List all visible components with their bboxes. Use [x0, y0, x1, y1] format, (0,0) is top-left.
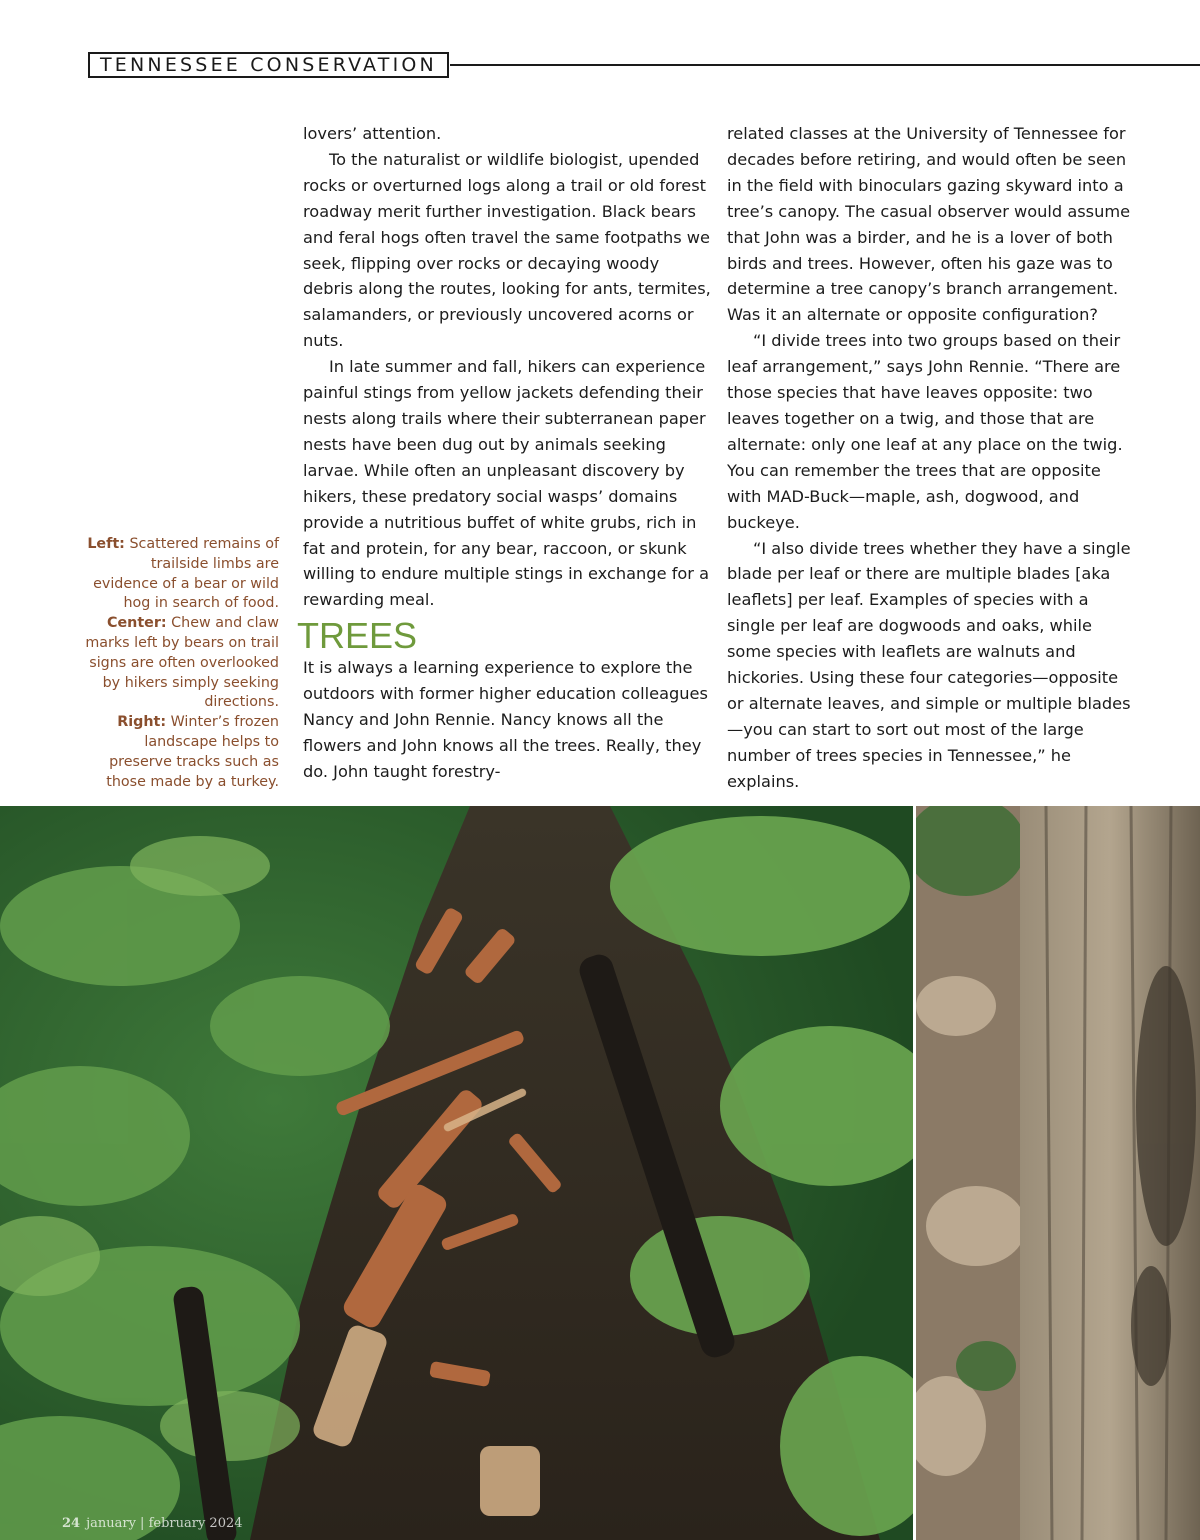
paragraph: related classes at the University of Tennessee for decades before retiring, and would often be seen in the field with binoculars gazing skyward into a tree’s canopy. The casual observer would assume that John was a birder, and he is a lover of both birds and trees. However, often his gaze was to determine a tree canopy’s branch arrangement. Was it an alternate or opposite configuration?: [727, 124, 1131, 325]
header-rule: [450, 64, 1200, 66]
trail-photo: [0, 806, 913, 1540]
caption-right-text: Winter’s frozen landscape helps to preserve tracks such as those made by a turkey.: [106, 714, 279, 790]
caption-center-label: Center:: [106, 615, 167, 632]
issue-date: january | february 2024: [86, 1516, 243, 1531]
caption-center-text: Chew and claw marks left by bears on trail signs are often overlooked by hikers simply seeking directions.: [85, 615, 279, 711]
forest-trail-illustration: [0, 806, 913, 1540]
trail-sign-illustration: [916, 806, 1200, 1540]
paragraph: “I also divide trees whether they have a single blade per leaf or there are multiple blades [aka leaflets] per leaf. Examples of species with a single per leaf are dogwoods and oaks, while some species with leaflets are walnuts and hickories. Using these four categories—opposite or alternate leaves, and simple or multiple blades—you can start to sort out most of the large number of trees species in Tennessee,” he explains.: [727, 538, 1131, 791]
text-column-1: [297, 121, 711, 785]
caption-left-text: Scattered remains of trailside limbs are evidence of a bear or wild hog in search of food.: [93, 536, 279, 612]
paragraph: It is always a learning experience to explore the outdoors with former higher education colleagues Nancy and John Rennie. Nancy knows all the flowers and John knows all the trees. Really, they do. John taught forestry-: [303, 658, 708, 781]
paragraph: lovers’ attention.: [303, 124, 442, 143]
page-footer: [62, 1516, 243, 1531]
caption-right-label: Right:: [117, 714, 167, 731]
paragraph: “I divide trees into two groups based on their leaf arrangement,” says John Rennie. “There are those species that have leaves opposite: two leaves together on a twig, and those that are alternate: only one leaf at any place on the twig. You can remember the trees that are opposite with MAD-Buck—maple, ash, dogwood, and buckeye.: [727, 331, 1123, 532]
paragraph: In late summer and fall, hikers can experience painful stings from yellow jackets defending their nests along trails where their subterranean paper nests have been dug out by animals seeking larvae. While often an unpleasant discovery by hikers, these predatory social wasps’ domains provide a nutritious buffet of white grubs, rich in fat and protein, for any bear, raccoon, or skunk willing to endure multiple stings in exchange for a rewarding meal.: [303, 357, 710, 610]
page-number: 24: [62, 1516, 81, 1531]
trail-sign-photo: [916, 806, 1200, 1540]
paragraph: To the naturalist or wildlife biologist, upended rocks or overturned logs along a trail or old forest roadway merit further investigation. Black bears and feral hogs often travel the same footpaths we seek, flipping over rocks or decaying woody debris along the routes, looking for ants, termites, salamanders, or previously uncovered acorns or nuts.: [303, 149, 711, 351]
section-heading: TREES: [297, 615, 418, 657]
text-column-2: [727, 121, 1131, 795]
photo-caption: [82, 535, 279, 792]
masthead: TENNESSEE CONSERVATION: [88, 52, 449, 78]
caption-left-label: Left:: [87, 536, 125, 552]
